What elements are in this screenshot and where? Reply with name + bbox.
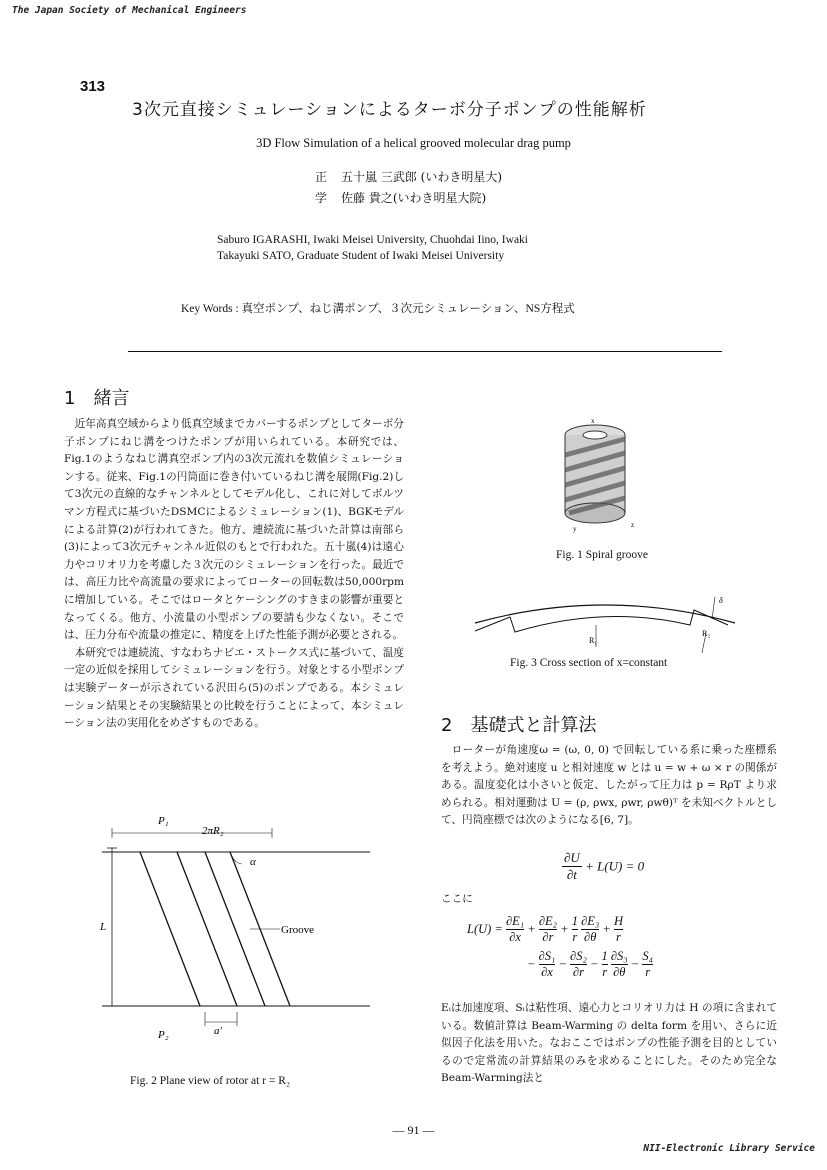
title-divider xyxy=(128,351,722,352)
paragraph: ローターが角速度ω = (ω, 0, 0) で回転している系に乗った座標系を考えよう。絶対速度 u と相対速度 w とは u = w + ω × r の関係がある。温度変化は小さいと仮定、したがって圧力は p = RρT より求められる。相対運動は U = (ρ, ρwx, ρwr, ρwθ)ᵀ を未知ベクトルとして、円筒座標では次のようになる[6, 7]。 xyxy=(441,744,777,827)
paper-number: 313 xyxy=(80,78,106,95)
fig2-p2-label: P₂ xyxy=(158,1029,169,1041)
author-1 xyxy=(315,168,502,185)
author-grade: 正 xyxy=(315,170,328,184)
equation-main: $\frac{\partial U}{\partial t}$ + L(U) = 0 xyxy=(564,850,645,882)
author-grade: 学 xyxy=(315,191,328,205)
fig3-delta-label: δ xyxy=(719,596,723,605)
fig2-alpha-prime-label: a′ xyxy=(214,1025,222,1037)
section-1-heading: 1 緒言 xyxy=(64,388,130,409)
author-name: 佐藤 貴之(いわき明星大院) xyxy=(341,191,487,205)
here-label: ここに xyxy=(441,893,473,905)
fig3-r2-label: R₂ xyxy=(702,629,711,638)
fig2-rotor-plane-view xyxy=(90,812,390,1057)
fig3-r1-label: R₁ xyxy=(589,636,598,645)
paragraph: 近年高真空域からより低真空域までカバーするポンプとしてターボ分子ポンプにねじ溝をつけたポンプが用いられている。本研究では、Fig.1のようなねじ溝真空ポンプ内の3次元流れを数値シミュレーションする。従来、Fig.1の円筒面に巻き付いているねじ溝を展開(Fig.2)して3次元の直線的なチャンネルとしてモデル化し、これに対してボルツマン方程式に基づいたDSMCによるシミュレーション(1)、BGKモデルによる計算(2)が行われてきた。他方、連続流に基づいた計算は南部ら(3)によって3次元チャンネル近似のもとで行われた。五十嵐(4)は遠心力やコリオリ力を考慮した３次元のシミュレーションを行った。最近では、高圧力比や高流量の要求によってローターの回転数は50,000rpmに増加している。そこではロータとケーシングのすきまの影響が重要となってくる。他方、小流量の小型ポンプの要請も少なくない。そこでは、圧力分布や流量の推定に、精度を上げた性能予測が必要とされる。 xyxy=(64,418,404,642)
fig2-caption: Fig. 2 Plane view of rotor at r = R₂ xyxy=(130,1075,290,1087)
fig1-z-label: z xyxy=(631,521,635,529)
paragraph: 本研究では連続流、すなわちナビエ・ストークス式に基づいて、温度一定の近似を採用してシミュレーションを行う。対象とする小型ポンプは実験データーが示されている沢田ら(5)のポンプである。本シミュレーション結果とその実験結果との比較を行うことによって、本シミュレーション法の実用化をめざすものである。 xyxy=(64,646,404,730)
paragraph: Eᵢは加速度項、Sᵢは粘性項、遠心力とコリオリ力は H の項に含まれている。数値計算は Beam-Warming の delta form を用い、さらに近似因子化法を用いた。なおここではポンプの性能予測を目的としているので定常流の計算結果のみを求めることにした。そのため完全なBeam-Warming法と xyxy=(441,1002,777,1085)
fig1-spiral-groove-drawing xyxy=(545,415,645,540)
affiliation-line: Saburo IGARASHI, Iwaki Meisei University, Chuohdai Iino, Iwaki xyxy=(217,234,528,246)
section-2-paragraph-1 xyxy=(441,742,777,830)
paper-title: 3次元直接シミュレーションによるターボ分子ポンプの性能解析 xyxy=(132,100,647,120)
fig2-L-label: L xyxy=(100,921,107,933)
society-header: The Japan Society of Mechanical Engineers xyxy=(12,5,247,16)
section-2-paragraph-2 xyxy=(441,1000,777,1088)
equation-operator: L(U) = $\frac{\text{∂E₁}}{\partial x}$ + $\frac{\text{∂E₂}}{\partial r}$ + $\frac{1}{r}$ $\frac{\text{∂E₃}}{\partial\theta}$ + $\frac{H}{r}$ − $\frac{\text{∂S₁}}{\partial x}$ − $\frac{\text{∂S₂}}{\partial r}$ − $\frac{1}{r}$ $\frac{\text{∂S₃}}{\partial\theta}$ − $\frac{\text{S₄}}{r}$ xyxy=(467,914,653,979)
author-2 xyxy=(315,189,486,206)
fig1-x-label: x xyxy=(591,417,595,425)
paper-subtitle: 3D Flow Simulation of a helical grooved molecular drag pump xyxy=(256,136,571,150)
fig1-caption: Fig. 1 Spiral groove xyxy=(556,549,648,561)
fig2-groove-label: Groove xyxy=(281,924,314,936)
library-service-footer: NII-Electronic Library Service xyxy=(643,1143,815,1154)
fig3-caption: Fig. 3 Cross section of x=constant xyxy=(510,657,668,669)
page-number: — 91 — xyxy=(392,1123,435,1137)
fig2-2pir2-label: 2πR₂ xyxy=(202,825,224,837)
author-name: 五十嵐 三武郎 (いわき明星大) xyxy=(341,170,503,184)
section-1-body xyxy=(64,416,404,733)
keywords: Key Words : 真空ポンプ、ねじ溝ポンプ、３次元シミュレーション、NS方程式 xyxy=(181,303,575,315)
fig3-cross-section-drawing xyxy=(470,585,740,660)
affiliation-line: Takayuki SATO, Graduate Student of Iwaki Meisei University xyxy=(217,250,505,262)
section-2-heading: 2 基礎式と計算法 xyxy=(441,715,597,736)
fig2-alpha-label: α xyxy=(250,856,256,868)
fig1-y-label: y xyxy=(573,525,577,533)
fig2-p1-label: P₁ xyxy=(158,815,169,827)
affiliations xyxy=(217,232,528,264)
